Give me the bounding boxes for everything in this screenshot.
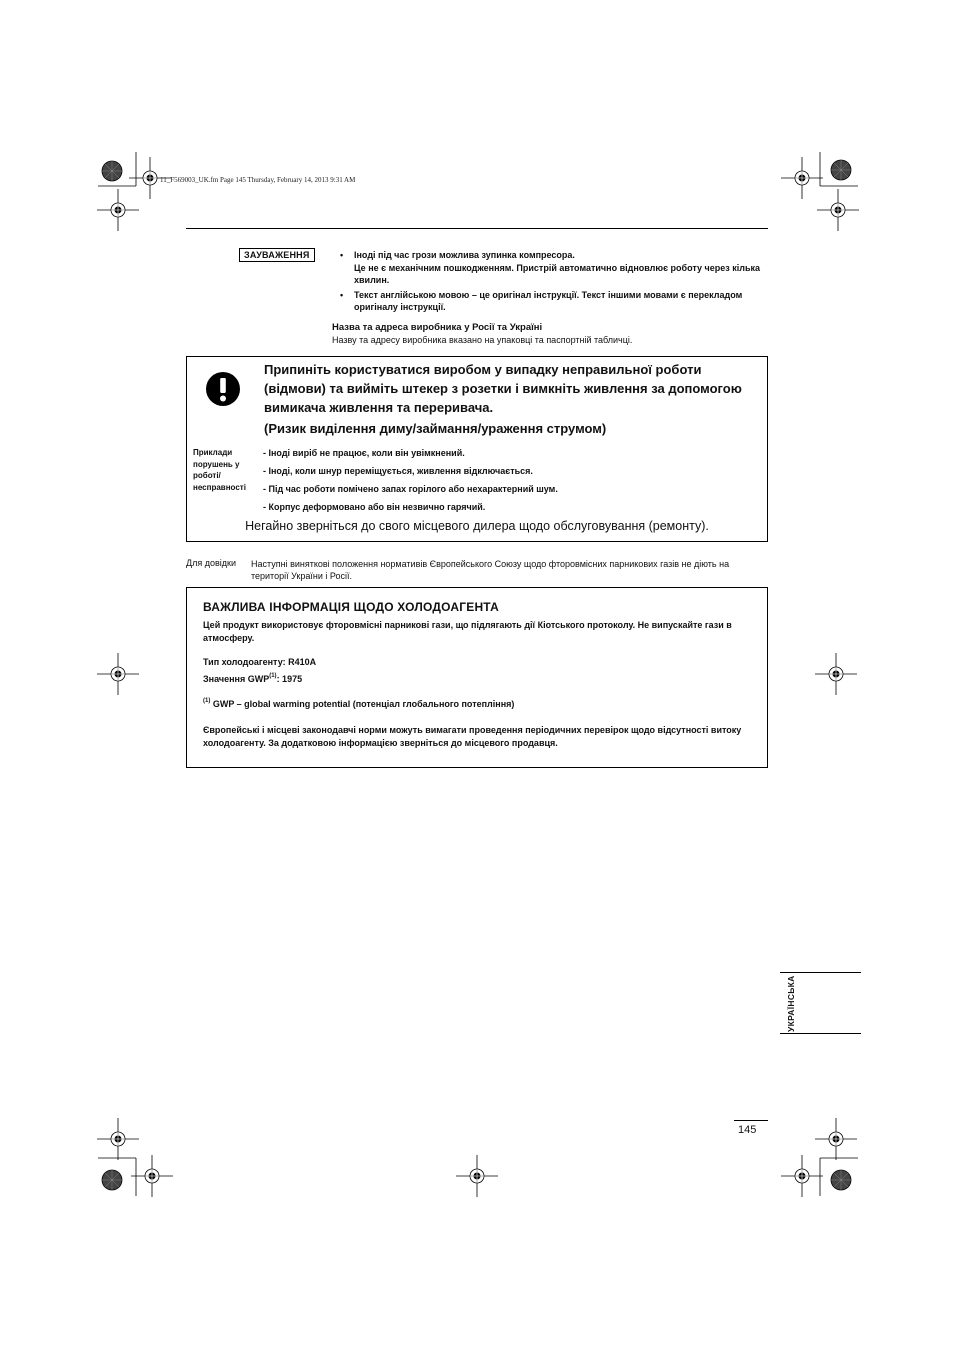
footnote-marker: (1): [203, 698, 211, 704]
list-item: [340, 249, 770, 262]
bullet: •: [340, 250, 344, 260]
list-item: - Корпус деформовано або він незвично гарячий.: [263, 502, 486, 512]
crosshair-registration-icon: [456, 1155, 498, 1197]
crosshair-registration-icon: [97, 653, 139, 695]
warning-title: Припиніть користуватися виробом у випадку неправильної роботи (відмови) та вийміть штекер з розетки і вимкніть живлення за допомогою вимикача живлення та переривача.: [264, 362, 742, 415]
refrigerant-regulations: Європейські і місцеві законодавчі норми можуть вимагати проведення періодичних перевірок щодо відсутності витоку холодоагенту. За додатковою інформацією зверніться до місцевого продавця.: [203, 725, 742, 748]
reference-text: Наступні винятковi положення нормативів Європейського Союзу щодо фторовмісних парникових газів не діють на території України і Росії.: [251, 559, 730, 581]
refrigerant-paragraph: Цей продукт використовує фторовмісні парникові гази, що підлягають дії Кіотського протоколу. Не випускайте гази в атмосферу.: [203, 620, 732, 643]
reference-label: Для довідки: [186, 558, 236, 568]
page-number: 145: [738, 1124, 757, 1136]
list-item: [340, 289, 770, 314]
crosshair-registration-icon: [97, 189, 139, 231]
note-text: Це не є механічним пошкодженням. Пристрій автоматично відновлює роботу через кілька хвилин.: [354, 262, 760, 285]
language-tab: УКРАЇНСЬКА: [786, 975, 796, 1032]
color-target-icon: [102, 1170, 122, 1190]
list-item: - Під час роботи помічено запах горілого або нехарактерний шум.: [263, 484, 558, 494]
file-info-header: 11_F569003_UK.fm Page 145 Thursday, February 14, 2013 9:31 AM: [160, 176, 356, 184]
footnote-ref: (1): [269, 673, 277, 679]
warning-contact: Негайно зверніться до свого місцевого дилера щодо обслуговування (ремонту).: [245, 519, 709, 533]
exclamation-circle-icon: [205, 371, 241, 407]
crosshair-registration-icon: [815, 653, 857, 695]
note-list: [340, 249, 770, 316]
crosshair-registration-icon: [815, 1118, 857, 1160]
gwp-value: : 1975: [276, 674, 303, 684]
warning-box: [186, 356, 768, 542]
refrigerant-box: [186, 587, 768, 768]
crosshair-registration-icon: [781, 157, 823, 199]
warning-risk: (Ризик виділення диму/займання/ураження струмом): [264, 421, 607, 436]
refrigerant-gwp: [203, 674, 302, 684]
manufacturer-title: Назва та адреса виробника у Росії та Україні: [332, 322, 543, 333]
top-rule: [186, 228, 768, 229]
note-text: Текст англійською мовою – це оригінал інструкції. Текст іншими мовами є перекладом оригіналу інструкції.: [354, 289, 743, 312]
crosshair-registration-icon: [781, 1155, 823, 1197]
note-label: ЗАУВАЖЕННЯ: [239, 248, 315, 262]
tab-divider-top: [780, 972, 861, 973]
color-target-icon: [831, 160, 851, 180]
gwp-footnote: [203, 699, 514, 709]
examples-list: [263, 447, 558, 519]
crosshair-registration-icon: [817, 189, 859, 231]
list-item: - Іноді, коли шнур переміщується, живлення відключається.: [263, 466, 533, 476]
note-text: Іноді під час грози можлива зупинка компресора.: [354, 250, 575, 260]
gwp-label: Значення GWP: [203, 674, 270, 684]
bullet: •: [340, 289, 344, 300]
refrigerant-type: Тип холодоагенту: R410A: [203, 657, 317, 667]
list-item: - Іноді виріб не працює, коли він увімкнений.: [263, 448, 465, 458]
color-target-icon: [831, 1170, 851, 1190]
crosshair-registration-icon: [97, 1118, 139, 1160]
examples-label: Приклади порушень у роботі/ несправності: [193, 448, 246, 492]
color-target-icon: [102, 161, 122, 181]
page-number-rule: [734, 1120, 768, 1121]
crosshair-registration-icon: [131, 1155, 173, 1197]
list-item: [340, 262, 770, 287]
footnote-text: GWP – global warming potential (потенціал глобального потепління): [210, 699, 515, 709]
manufacturer-text: Назву та адресу виробника вказано на упаковці та паспортній табличці.: [332, 335, 633, 345]
refrigerant-title: ВАЖЛИВА ІНФОРМАЦІЯ ЩОДО ХОЛОДОАГЕНТА: [203, 600, 499, 614]
tab-divider-bottom: [780, 1033, 861, 1034]
